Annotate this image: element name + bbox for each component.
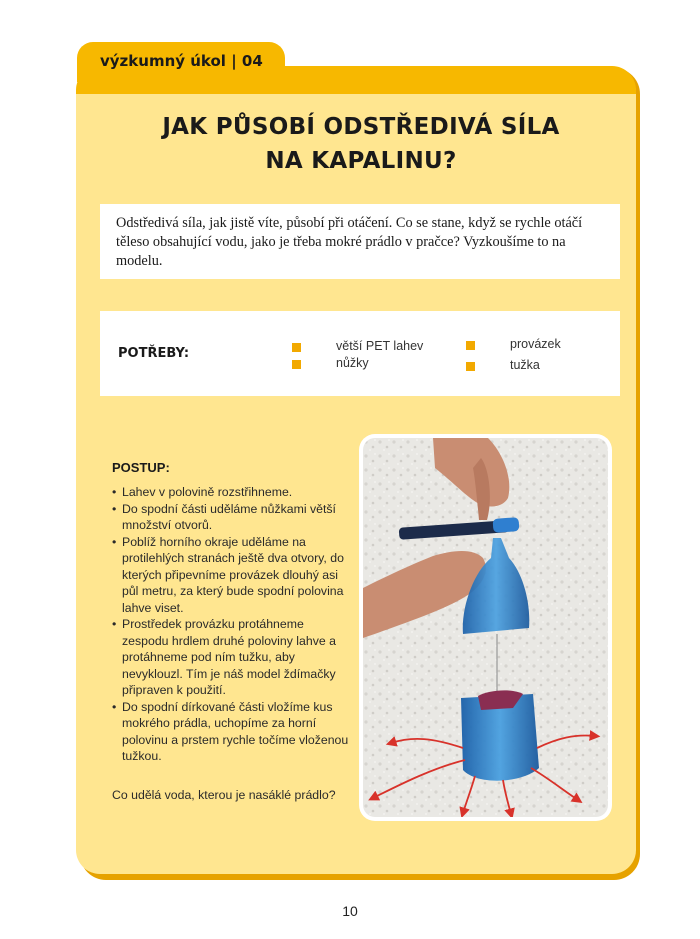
tab-title: výzkumný úkol (100, 52, 226, 70)
intro-box: Odstředivá síla, jak jistě víte, působí při otáčení. Co se stane, když se rychle otáčí těleso obsahující vodu, jako je třeba mokré prádlo v pračce? Vyzkoušíme to na modelu. (100, 204, 620, 279)
need-item: provázek (510, 337, 561, 351)
tab-separator: | (231, 52, 237, 70)
procedure-question: Co udělá voda, kterou je nasáklé prádlo? (112, 787, 336, 802)
page-title (76, 110, 646, 178)
need-item: nůžky (336, 356, 369, 370)
section-tab-label (100, 52, 263, 70)
procedure-step: • Do spodní části uděláme nůžkami větší množství otvorů. (112, 501, 352, 534)
title-line-1: JAK PŮSOBÍ ODSTŘEDIVÁ SÍLA (162, 114, 560, 140)
bottle-spinner-photo-icon (363, 438, 608, 817)
procedure-steps (112, 484, 352, 765)
needs-label: POTŘEBY: (118, 346, 190, 361)
need-item: větší PET lahev (336, 339, 424, 353)
procedure-step: • Prostředek provázku protáhneme zespodu hrdlem druhé poloviny lahve a protáhneme pod ním tužku, aby nevyklouzl. Tím je náš model ždímačky připraven k použití. (112, 616, 352, 699)
procedure-section (112, 460, 352, 803)
title-line-2: NA KAPALINU? (265, 148, 457, 174)
procedure-step: • Do spodní dírkované části vložíme kus mokrého prádla, uchopíme za horní polovinu a prstem rychle točíme vloženou tužkou. (112, 699, 352, 765)
tab-number: 04 (241, 52, 263, 70)
procedure-heading: POSTUP: (112, 460, 170, 475)
bullet-square-icon (292, 360, 301, 369)
procedure-step: • Poblíž horního okraje uděláme na protilehlých stranách ještě dva otvory, do kterých připevníme provázek dlouhý asi půl metru, za který bude spodní polovina lahve viset. (112, 534, 352, 617)
bullet-square-icon (466, 341, 475, 350)
experiment-photo (359, 434, 612, 821)
needs-box (100, 311, 620, 396)
need-item: tužka (510, 358, 540, 372)
bullet-square-icon (292, 343, 301, 352)
procedure-step: • Lahev v polovině rozstřihneme. (112, 484, 352, 501)
bullet-square-icon (466, 362, 475, 371)
page-number: 10 (342, 903, 358, 919)
